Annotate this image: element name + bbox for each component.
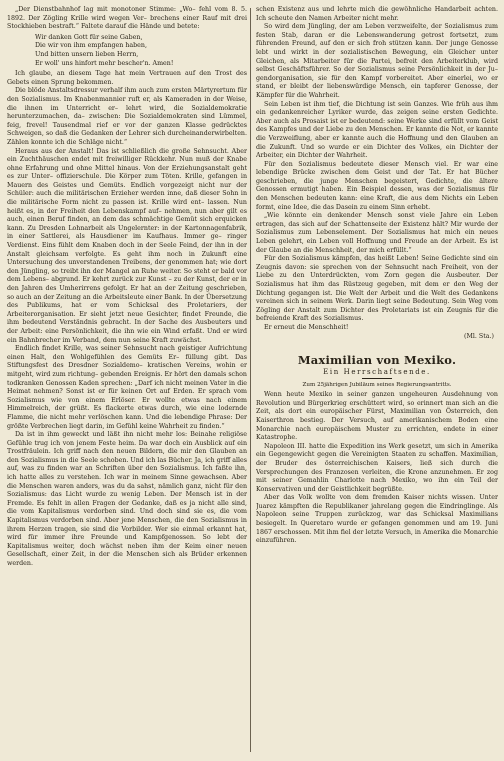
article-paragraph: Napoleon III. hatte die Expedition ins Werk gesetzt, um sich in Amerika ein Gegengewicht gegen die Vereinigten Staaten zu schaffen. Maximilian, der Bruder des österreichischen Kaisers, ließ sich durch die Versprechungen des Franzosen verleiten, die Krone anzunehmen. Er zog mit seiner Gemahlin Charlotte nach Mexiko, wo ihn ein Teil der Konservativen und der Geistlichkeit begrüßte. bbox=[256, 442, 498, 493]
article-maximilian bbox=[256, 353, 498, 546]
body-paragraph: „Wie könnte ein denkender Mensch sonst viele Jahre ein Leben ertragen, das sich auf der Schattenseite der Existenz hält? Mir wurde der Sozialismus zum Lebenselement. Der Sozialismus hat mich ein neues Leben gelehrt, ein Leben voll Hoffnung und Freude an der Arbeit. Es ist der Glaube an die Menschheit, der mich erfüllt.“ bbox=[256, 212, 498, 254]
verse-line: Die wir von ihm empfangen haben, bbox=[35, 42, 147, 50]
article-title: Maximilian von Mexiko. bbox=[297, 353, 457, 368]
left-column bbox=[7, 6, 247, 754]
body-paragraph: Da ist in ihm geweckt und läßt ihn nicht mehr los: Beinahe religiöse Gefühle trug ich von jenem Feste heim. Da war doch ein Ausblick auf ein Trostfräulein. Ich griff nach den neuen Bildern, die mir den Glauben an den Sozialismus in die Seele schoben. Und ich las Bücher. Ja, ich griff alles auf, was zu finden war an Schriften über den Sozialismus. Ich faßte ihn, ich hatte alles zu verstehen. Ich war in meinem Sinne gewachsen. Aber die Menschen waren anders, was du da sahst, nämlich ganz, nicht für den Sozialismus: das Licht wurde zu wenig Leben. Der Mensch ist in der Fremde. Es fehlt in allen Fragen der Gedanke, daß es ja nicht alle sind, die vom Kapitalismus verdorben sind. Und doch sind sie es, die vom Kapitalismus verdorben sind. Aber jene Menschen, die den Sozialismus in ihrem Herzen tragen, sie sind die Vorbilder. Wer sie einmal erkannt hat, wird für immer ihre Freunde und Kampfgenossen. So lebt der Kapitalismus weiter, doch wächst neben ihm der Keim einer neuen Gesellschaft, einer Zeit, in der die Menschen sich als Brüder erkennen werden. bbox=[7, 431, 247, 567]
body-paragraph: schen Existenz aus und lehrte mich die gewöhnliche Handarbeit achten. Ich scheute den Namen Arbeiter nicht mehr. bbox=[256, 6, 498, 22]
article-paragraph: Aber das Volk wollte von dem fremden Kaiser nichts wissen. Unter Juarez kämpften die Republikaner jahrelang gegen die Eindringlinge. Als Napoleon seine Truppen zurückzog, war das Schicksal Maximilians besiegelt. In Queretaro wurde er gefangen genommen und am 19. Juni 1867 erschossen. Mit ihm fiel der letzte Versuch, in Amerika die Monarchie einzuführen. bbox=[256, 494, 498, 545]
body-paragraph: So wird dem Jüngling, der am Leben verzweifelte, der Sozialismus zum festen Stab, daran er die Lebenswanderung getrost fortsetzt, zum führenden Freund, auf den er sich froh stützen kann. Der junge Genosse lebt und wirkt in der sozialistischen Bewegung, ein Gleicher unter Gleichen, als Mitarbeiter für die Partei, befreit den Arbeiterklub, wird selbst Geschäftsführer. So der Sozialismus seine Persönlichkeit in der Ju– gendorganisation, sie für den Kampf vorbereitet. Aber einerlei, wo er stand, er bleibt der liebenswürdige Mensch, ein tapferer Genosse, der Kämpfer für die Wahrheit. bbox=[256, 23, 498, 99]
body-paragraph: Die blöde Anstaltsdressur verhalf ihm auch zum ersten Märtyrertum für den Sozialismus. Im Knabenmannier ruft er, als Kameraden in der Weise, die ihnen im Unterricht er– lehrt wird, die Sozialdemokratie herunterzumachen, da– zwischen: Die Sozialdemokraten sind Lümmel, feig, frevel! Tausendmal rief er vor der ganzen Klasse gedrücktes Schweigen, so daß die Gedanken der Lehrer sich durcheinanderwirbelten. Zählen konnte ich die Schläge nicht.“ bbox=[7, 87, 247, 146]
column-divider bbox=[250, 8, 251, 752]
title-divider bbox=[362, 378, 392, 379]
article-subtitle: Ein Herrschaftsende. bbox=[323, 368, 431, 377]
verse-line: Und bitten unsern lieben Herrn, bbox=[35, 50, 139, 58]
verse-line: Er woll' uns hinfort mehr bescher'n. Amen! bbox=[35, 59, 174, 67]
body-paragraph: Für den Sozialismus bedeutete dieser Mensch viel. Er war eine lebendige Brücke zwischen dem Geist und der Tat. Er hat Bücher geschrieben, die junge Menschen begeistert, Gedichte, die ältere Genossen ermutigt haben. Ein Beispiel dessen, was der Sozialismus für den Menschen bedeuten kann: eine Kraft, die aus dem Nichts ein Leben formt, eine Idee, die das Dasein zu einem Sinn erhebt. bbox=[256, 160, 498, 211]
body-paragraph: Endlich findet Krille, was seiner Sehnsucht nach geistiger Aufrichtung einen Halt, den Wohlgefühlen des Gemüts Er– füllung gibt. Das Stiftungsfest des Dresdner Sozialdemo– kratischen Vereins, wohin er mitgeht, wird zum richtung– gebenden Ereignis. Er hört den damals schon todkranken Genossen Kaden sprechen: „Darf ich nicht meinen Vater in die Heimat nehmen? Sonst ist er für keinen Ort auf Erden. Er sprach vom Sozialismus wie von einem Erlöser. Er wollte etwas nach einem Himmelreich, der grüßt. Es flackerte etwas durch, wie eine lodernde Flamme, die nicht mehr verlöschen kann. Und die lebendige Phrase: Der größte Verbrechen liegt darin, im Gefühl keine Wahrheit zu finden.“ bbox=[7, 345, 247, 430]
body-paragraph: Für den Sozialismus kämpfen, das heißt Leben! Seine Gedichte sind ein Zeugnis davon: sie sprechen von der Sehnsucht nach Freiheit, von der Liebe zu den Unterdrückten, vom Zorn gegen die Ausbeuter. Der Sozialismus hat ihm das Rüstzeug gegeben, mit dem er den Weg der Dichtung gegangen ist. Die Welt der Arbeit und die Welt des Gedankens vereinen sich in seinem Werk. Darin liegt seine Bedeutung. Sein Weg vom Zögling der Anstalt zum Dichter des Proletariats ist ein Zeugnis für die befreiende Kraft des Sozialismus. bbox=[256, 255, 498, 323]
closing-line: Er erneut die Menschheit! bbox=[264, 323, 349, 331]
article-note: Zum 25jährigen Jubiläum seines Regierungsantritts. bbox=[302, 382, 452, 389]
intro-paragraph: „Der Dienstbahnhof lag mit monotoner Stimme: „Wo– fehl vom 8. 5. 1892. Der Zögling Krille wird wegen Ver– brechens einer Rauf mit drei Stockhieben bestraft.“ Faltete darauf die Hände und betete: bbox=[7, 6, 247, 31]
right-column bbox=[256, 6, 498, 754]
article-paragraph: Wenn heute Mexiko in seiner ganzen ungeheuren Ausdehnung von Revolution und Bürgerkrieg erschüttert wird, so erinnert man sich an die Zeit, als dort ein europäischer Fürst, Maximilian von Österreich, den Kaiserthron bestieg. Der Versuch, auf amerikanischem Boden eine Monarchie nach europäischem Muster zu errichten, endete in einer Katastrophe. bbox=[256, 391, 498, 442]
author-signature: (Ml. Sta.) bbox=[464, 332, 494, 340]
body-paragraph: Heraus aus der Anstalt! Das ist schließlich die große Sehnsucht. Aber ein Zuchthäuschen endet mit freiwilliger Rückkehr. Nun muß der Knabe ohne Erfahrung und ohne Mittel hinaus. Von der Erziehungsanstalt geht es zur Unter– offizierschule. Die Körper zum Töten. Krille, gefangen in Mauern des Geistes und Gemüts. Endlich vorgezeigt nicht nur der Schüler: auch die militärischen Erzieher werden inne, daß dieser Sohn in die militärische Form nicht zu passen ist. Krille wird ent– lassen. Nun heißt es, in der Freiheit den Lebenskampf auf– nehmen, nun aber gilt es auch, einen Beruf finden, an dem das schmächtige Gemüt sich erquicken kann. Zu Dresden Lohnarbeit als Ungelernter: in der Kartonnagenfabrik, in einer Sattlerei, als Hausdiener im Kaufhaus. Immer ge– ringer Verdienst. Eins fühlt dem Knaben doch in der Seele Feind, der ihn in der Anstalt gleichsam verfolgte. Es geht ihm noch in Zukunft eine Untersuchung des unverstandenen Treibens, der genommen hat; wie dort den Jüngling, so treibt ihn der Mangel an Ruhe weiter. So steht er bald vor dem Lebens– abgrund. Er kehrt zurück zur Kunst – zu der Kunst, der er in den Jahren des Umherirrens gefolgt. Er hat an der Zeitung geschrieben, so auch an der Zeitung an die Arbeitsleute einer Bank. In der Übersetzung des Publikums, hat er vom Schicksal des Proletariers, der Arbeiterorganisation. Er sieht jetzt neue Gesichter, findet Freunde, die ihm bedeutend Verständnis gebracht. In der Sache des Ausbeuters und der Arbeit: eine Persönlichkeit, die ihn wie ein Wind erfaßt. Und er wird ein Bahnbrecher im Verband, dem nun seine Kraft zuwächst. bbox=[7, 147, 247, 344]
body-paragraph: Sein Leben ist ihm tief, die Dichtung ist sein Ganzes. Wie früh aus ihm ein gedankenreicher Lyriker wurde, das zeigen seine ersten Gedichte. Aber auch als Prosaist ist er bedeutend: seine Werke sind erfüllt vom Geist des Kampfes und der Liebe zu den Menschen. Er kannte die Not, er kannte die Verzweiflung, aber er kannte auch die Hoffnung und den Glauben an die Zukunft. Und so wurde er ein Dichter des Volkes, ein Dichter der Arbeiter, ein Dichter der Wahrheit. bbox=[256, 100, 498, 160]
verse-line: Wir danken Gott für seine Gaben, bbox=[35, 33, 143, 41]
body-paragraph: Ich glaube, an diesem Tage hat mein Vertrauen auf den Trost des Gebets einen Sprung bekommen. bbox=[7, 70, 247, 86]
prayer-verse bbox=[35, 34, 247, 68]
